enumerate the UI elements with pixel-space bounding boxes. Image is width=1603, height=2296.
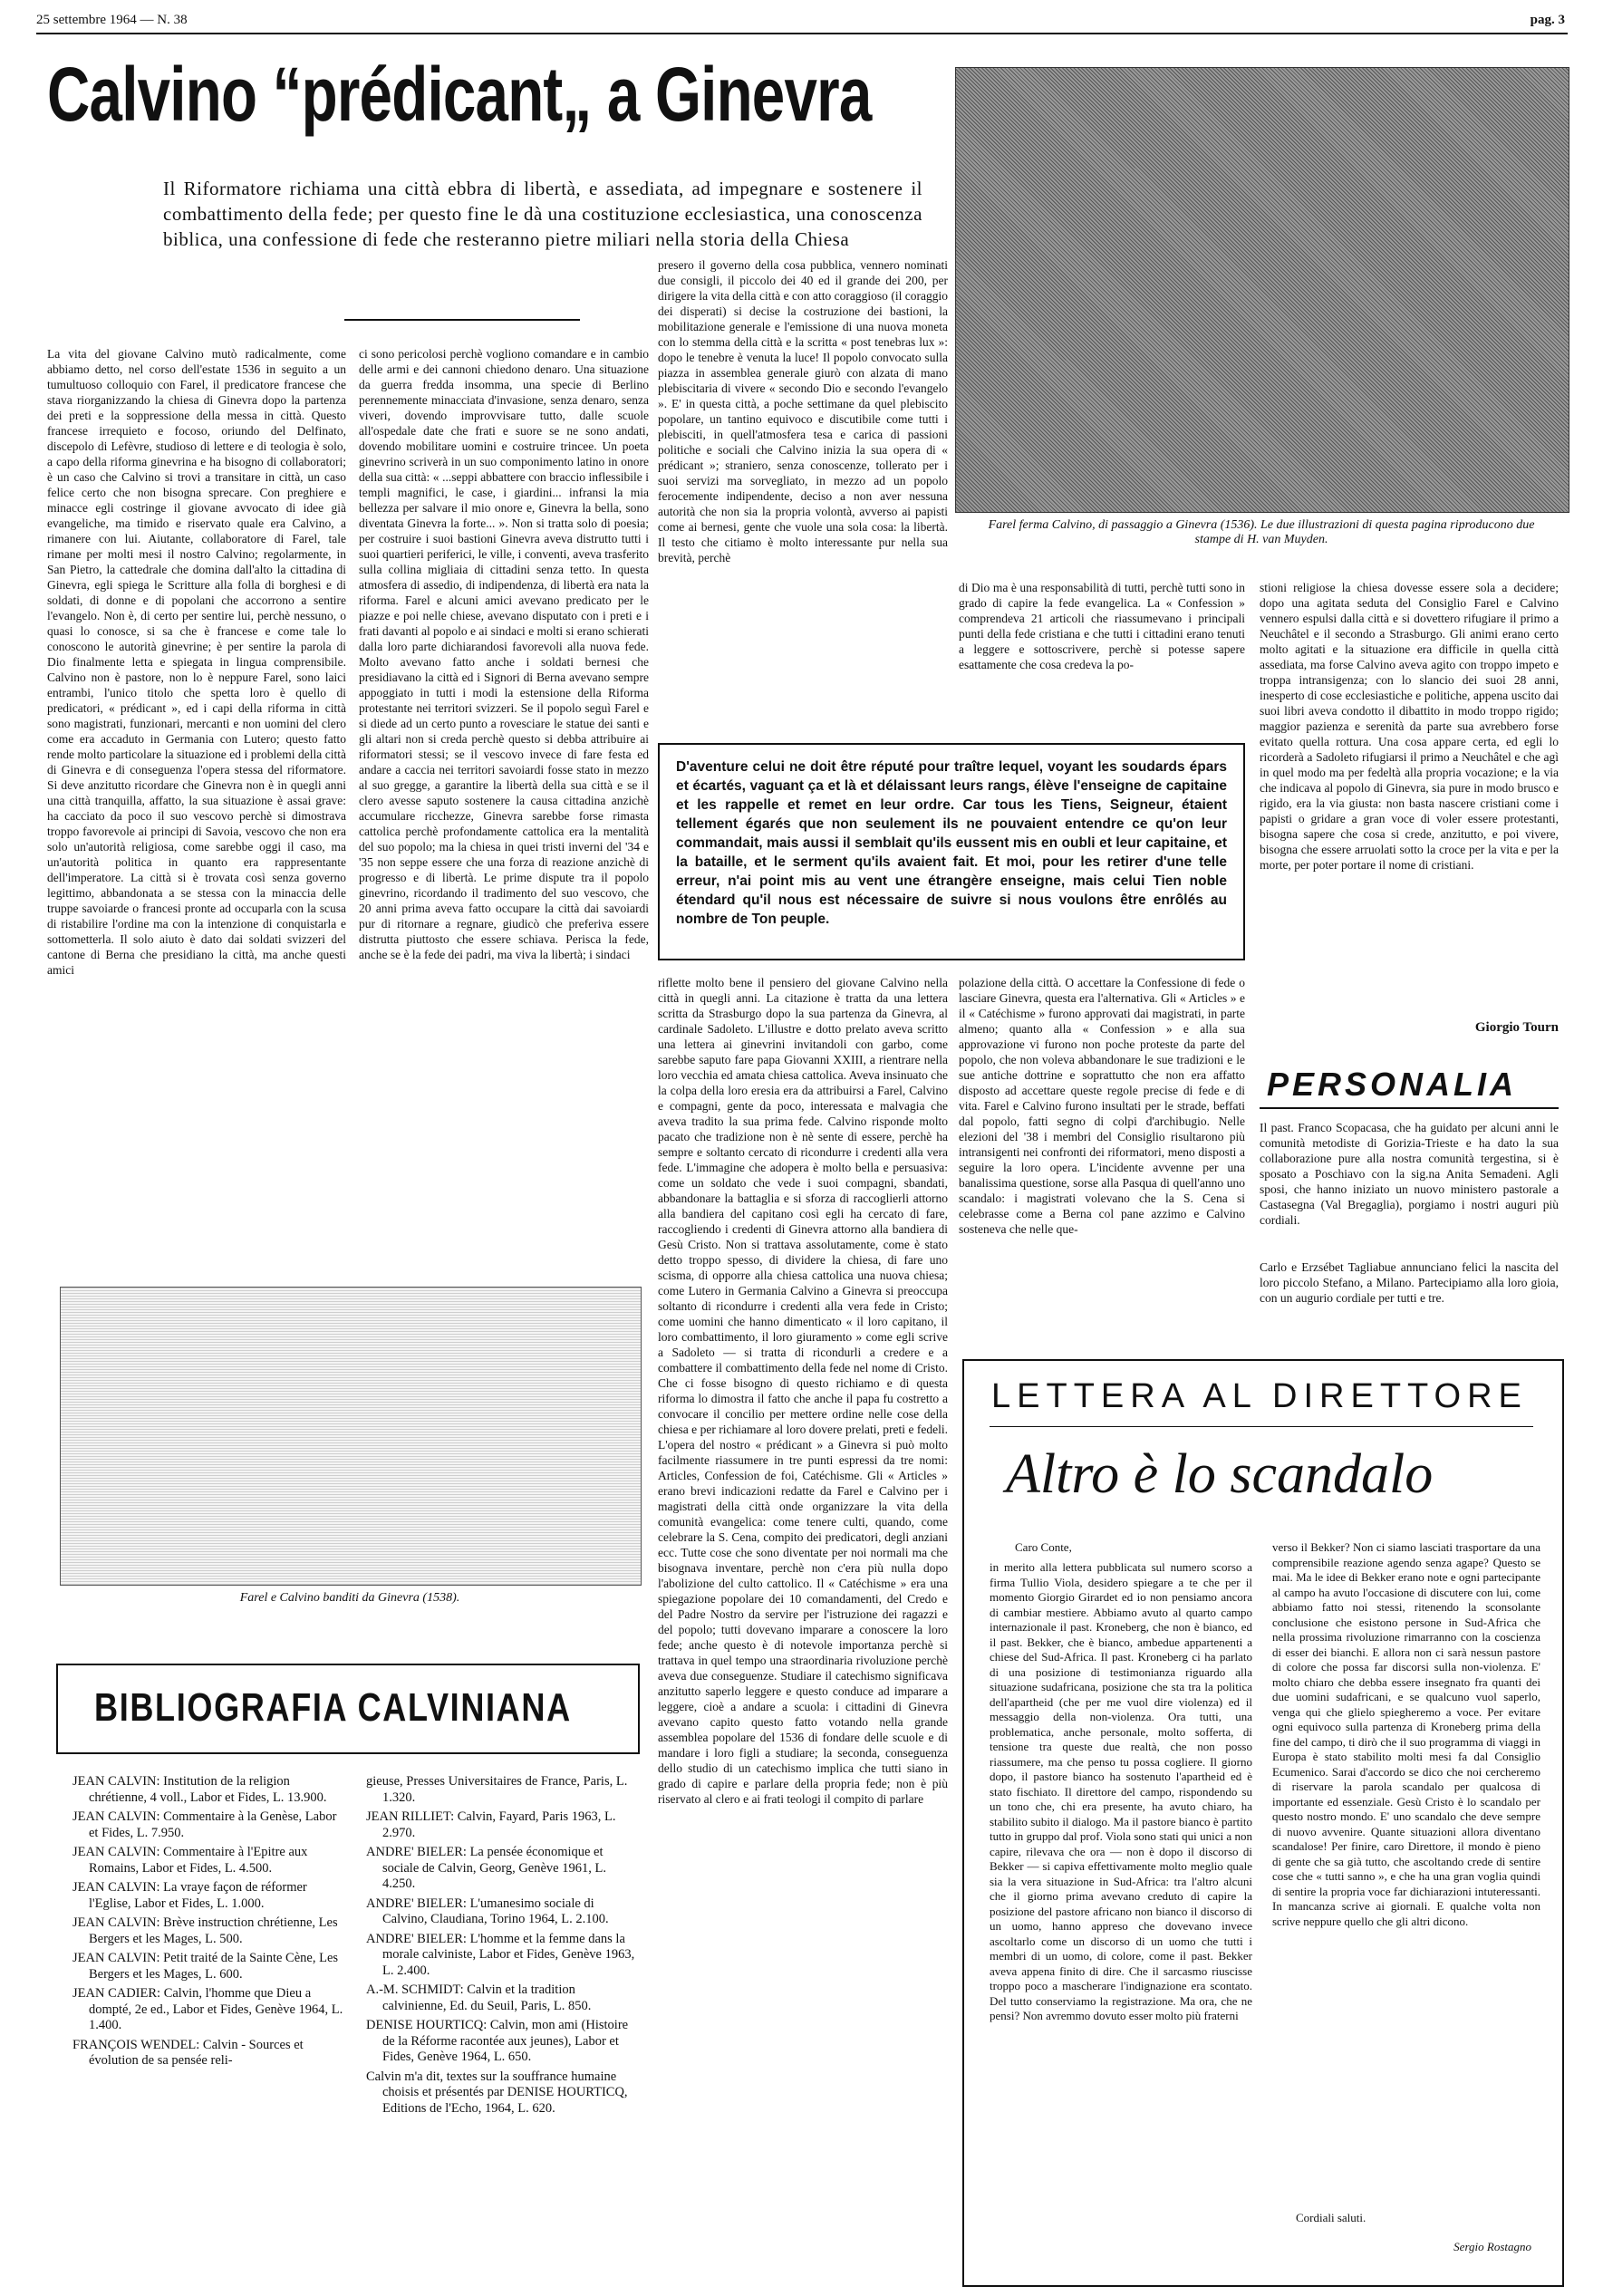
figure1-caption: Farel ferma Calvino, di passaggio a Ginevra (1536). Le due illustrazioni di questa pagina riproducono due stampe di H. van Muyden. [988,518,1535,546]
article-column-3: presero il governo della cosa pubblica, vennero nominati due consigli, il piccolo dei 40 ed il grande dei 200, per dirigere la vita della città e con atto coraggioso (il coraggio dei disperati) si decise la costruzione dei bastioni, la mobilitazione generale e l'emissione di una nuova moneta con lo stemma della città e la scritta « post tenebras lux »: dopo le tenebre è venuta la luce! Il popolo convocato sulla piazza in assemblea generale giurò con alzata di mano plebiscitaria di vivere « secondo Dio e secondo l'evangelo ». E' in questa città, a poche settimane da quel plebiscito popolare, un tantino equivoco e discutibile come tutti i plebisciti, in quell'atmosfera tesa e carica di passioni politiche e sociali che Calvino inizia la sua opera di « prédicant »; straniero, senza conoscenze, tollerato per i suoi servizi ma sorvegliato, in mezzo ad un popolo ferocemente indipendente, deciso a non aver nessuna autorità che non sia la propria volontà, avverso ai papisti come ai bernesi, gente che vuole una sola cosa: la libertà. Il testo che citiamo è molto interessante pur nella sua brevità, perchè [658,258,948,564]
bibliografia-title: BIBLIOGRAFIA CALVINIANA [94,1685,572,1730]
bib-entry: JEAN CALVIN: Commentaire à l'Epitre aux Romains, Labor et Fides, L. 4.500. [72,1845,308,1876]
article-column-4b: polazione della città. O accettare la Confessione di fede o lasciare Ginevra, questa era l'alternativa. Gli « Articles » e il « Catéchisme » furono approvati dai magistrati, in parte almeno; quanto alla « Confession » e alla sua approvazione vi furono non poche proteste da parte del popolo, che non voleva abbandonare le sue tradizioni e le sue antiche dottrine e soprattutto che non era affatto disposto ad accettare queste regole precise di fede e di vita. Farel e Calvino furono insultati per le strade, beffati dal popolo, fatti segno di colpi d'archibugio. Nelle elezioni del '38 i membri del Consiglio risultarono più intransigenti nei confronti dei riformatori, meno disposti a seguire la loro opera. L'incidente avvenne per una banalissima questione, sorse alla Pasqua di quell'anno uno scandalo: i magistrati volevano che la S. Cena si celebrasse come a Berna col pane azzimo e Calvino sosteneva che nelle que- [959,976,1245,1236]
lettera-closing: Cordiali saluti. [1296,2211,1366,2224]
bibliografia-right-list [366,1774,638,2120]
lettera-signature: Sergio Rostagno [1453,2240,1531,2253]
bib-entry: FRANÇOIS WENDEL: Calvin - Sources et évolution de sa pensée reli- [72,2037,304,2068]
sadoleto-quote: D'aventure celui ne doit être réputé pour traître lequel, voyant les soudards épars et écartés, vaguant ça et là et délaissant leurs rangs, élève l'enseigne de capitaine et les rappelle et remet en leur ordre. Car tous les Tiens, Seigneur, étaient tellement égarés que non seulement ils ne pouvaient entendre ce qu'on leur commandait, mais aussi il semblait qu'ils eussent mis en oubli et leur capitaine, et la bataille, et le serment qu'ils avaient fait. Et moi, pour les retirer d'une telle erreur, n'ai point mis au vent une étrangère enseigne, mais celui Tien noble étendard qu'il nous est nécessaire de suivre si nous voulons être enrôlés au nombre de Ton peuple. [676,759,1227,927]
subtitle-divider [344,319,580,321]
bib-entry: gieuse, Presses Universitaires de France, Paris, L. 1.320. [366,1774,628,1805]
personalia-paragraph-1: Il past. Franco Scopacasa, che ha guidato per alcuni anni le comunità metodiste di Gorizia-Trieste e ha dato la sua collaborazione pure alla nostra comunità tergestina, si è sposato a Poschiavo con la sig.na Anita Semadeni. Agli sposi, che hanno iniziato un nuovo ministero pastorale a Castasegna (Val Bregaglia), porgiamo i nostri auguri più cordiali. [1260,1121,1559,1227]
bibliografia-box [56,1664,640,1754]
page-number: pag. 3 [1530,13,1565,27]
figure2-caption: Farel e Calvino banditi da Ginevra (1538). [239,1591,460,1605]
article-column-2: ci sono pericolosi perchè vogliono comandare e in cambio delle armi e dei cannoni chiedono denaro. Una situazione da guerra fredda insomma, una specie di Berlino perennemente minacciata d'invasione, senza denaro, senza viveri, dovendo improvvisare tutto, dalle scuole all'ospedale date che frati e suore se ne sono andati, dovendo mobilitare uomini e costruire trincee. Un poeta ginevrino scriverà in un suo componimento latino in onore della sua città: « ...seppi abbattere con braccio inflessibile i templi magnifici, le case, i giardini... infransi la mia bellezza per salvare il mio onore e, Ginevra la bella, sono diventata Ginevra la forte... ». Non si tratta solo di poesia; per costruire i suoi bastioni Ginevra aveva distrutto tutti i suoi quartieri periferici, le ville, i conventi, aveva trasferito sulla collina migliaia di cittadini senza tetto. In questa atmosfera di assedio, di indipendenza, di libertà era nata la riforma. Farel e alcuni amici avevano predicato per le piazze e poi nelle chiese, avevano disputato con i preti e i frati davanti al popolo e ai sindaci e molti si erano schierati dalla loro parte dichiarandosi favorevoli alla nuova fede. Molto avevano fatto anche i soldati bernesi che presidiavano la città ed i Signori di Berna avevano sempre appoggiato in tutti i modi la estensione della Riforma protestante nei territori svizzeri. Se il popolo seguì Farel e si diede ad un certo punto a rovesciare le statue dei santi e gli altari non si creda perchè questo si debba attribuire ai riformatori stessi; se il vescovo invece di fare festa ed andare a caccia nei territori savoiardi fosse stato in mezzo al suo gregge, a garantire la libertà della sua città e se il clero avesse saputo sostenere la causa cittadina anzichè accumulare ricchezze, Ginevra sarebbe forse rimasta cattolica perchè profondamente cattolica era la mentalità del suo popolo; ma la chiesa in quei tristi inverni del '34 e '35 non seppe essere che una forza di reazione anzichè di progresso e di libertà. Le prime dispute tra il popolo ginevrino, ricordando il tradimento del suo vescovo, che 20 anni prima aveva fatto occupare la città dai savoiardi pur di ritornare a regnare, giudicò che preferiva essere distrutta piuttosto che essere schiava. Perisca la fede, anche se è la fede dei padri, ma viva la libertà; i sindaci [359,347,649,961]
header-rule [36,33,1568,34]
quote-box [658,743,1245,960]
article-column-4: di Dio ma è una responsabilità di tutti, perchè tutti sono in grado di capire la fede evangelica. La « Confession » comprendeva 21 articoli che riassumevano i principali punti della fede cristiana e che tutti i cittadini erano tenuti a leggere e sottoscrivere, perchè si potesse sapere esattamente che cosa credeva la po- [959,581,1245,671]
bib-entry: JEAN CALVIN: Brève instruction chrétienne, Les Bergers et les Mages, L. 500. [72,1915,338,1946]
lettera-heading: LETTERA AL DIRETTORE [991,1377,1528,1415]
bib-entry: JEAN CALVIN: Commentaire à la Genèse, Labor et Fides, L. 7.950. [72,1809,337,1840]
article-column-5: stioni religiose la chiesa dovesse essere sola a decidere; dopo una agitata seduta del Consiglio Farel e Calvino vennero espulsi dalla città e si dovettero rifugiare il primo a Neuchâtel e il secondo a Strasburgo. Gli animi erano certo molto agitati e la situazione era difficile in quella città assediata, ma forse Calvino aveva agito con troppo impeto e troppa intransigenza; con lo slancio dei suoi 28 anni, inesperto di cose ecclesiastiche e politiche, appena uscito dai suoi libri aveva condotto il dibattito in modo troppo rigido; maggior pazienza e serenità da parte sua avrebbero forse evitato quella rottura. Una cosa appare certa, ed egli lo ricorderà a Sadoleto rifugiarsi il primo a Neuchâtel e che agì in quel modo ma per fedeltà alla propria vocazione; e la via che indicava al popolo di Ginevra, sia pure in modo brusco e rigido, era la via giusta: non basta nascere cristiani come i papisti o gridare a gran voce di voler essere protestanti, bisogna sapere che cosa si crede, anzitutto, e poi vivere, bisogna che essere arruolati sotto la croce per la vita e per la morte, per poter portare il nome di cristiani. [1260,581,1559,872]
issue-date: 25 settembre 1964 — N. 38 [36,13,188,27]
personalia-title: PERSONALIA [1267,1066,1518,1103]
bib-entry: JEAN RILLIET: Calvin, Fayard, Paris 1963, L. 2.970. [366,1809,616,1840]
article-column-1: La vita del giovane Calvino mutò radicalmente, come abbiamo detto, nel corso dell'estate 1536 in seguito a un tumultuoso colloquio con Farel, il predicatore francese che stava riorganizzando la chiesa di Ginevra dopo la partenza dei preti e la soppressione della messa in città. Questo francese irrequieto e focoso, oriundo del Delfinato, discepolo di Lefèvre, studioso di lettere e di teologia è solo, a capo della riforma ginevrina e ha bisogno di collaboratori; è un caso che Calvino si trovi a transitare in città, un caso felice certo che non bisogna sprecare. Con preghiere e minacce egli costringe il giovane avvocato di idee già evangeliche, ma timido e riservato quale era Calvino, a rimanere con lui. Aiutante, collaboratore di Farel, tale rimane per molti mesi il nostro Calvino; regolarmente, in San Pietro, la cattedrale che domina dall'alto la cittadina di Ginevra, egli spiega le Scritture alla folla di borghesi e di soldati, di donne e di popolani che accorrono a sentire l'evangelo. Non è, di certo per sentire lui, perchè nessuno, o quasi lo conosce, si sa che è francese e come tale lo conoscono le autorità ginevrine; è per sentire la parola di Dio finalmente letta e spiegata in lingua comprensibile. Calvino non è pastore, non lo è neppure Farel, sono laici entrambi, l'unico titolo che spetta loro è quello di predicatori, « prédicant », ed i capi della riforma in città sono magistrati, funzionari, mercanti e non uomini del clero come era accaduto in Germania con Lutero; questo fatto rende molto particolare la situazione ed i problemi della città di Ginevra e di conseguenza l'opera stessa del riformatore. Si deve anzitutto ricordare che Ginevra non è in quegli anni una città tranquilla, affatto, la sua situazione è assai grave: ha cacciato da poco il suo vescovo perchè si dimostrava troppo favorevole ai principi di Savoia, vescovo che non era solo un'autorità religiosa, come sarebbe oggi il caso, ma un'autorità politica in quanto era rappresentante dell'imperatore. La città si è trovata così senza governo legittimo, abbandonata a se stessa con la minaccia delle truppe savoiarde o francesi pronte ad occuparla con la scusa di ristabilire l'ordine ma con la intenzione di conquistarla e sottometterla. Il solo aiuto è dato dai soldati svizzeri del cantone di Berna che presidiano la città, ma anche questi amici [47,347,346,977]
bib-entry: ANDRE' BIELER: L'umanesimo sociale di Calvino, Claudiana, Torino 1964, L. 2.100. [366,1896,609,1926]
article-signature: Giorgio Tourn [1474,1020,1559,1035]
bib-entry: Calvin m'a dit, textes sur la souffrance humaine choisis et présentés par DENISE HOURTICQ, Editions de l'Echo, 1964, L. 620. [366,2069,628,2116]
bib-entry: A.-M. SCHMIDT: Calvin et la tradition calvinienne, Ed. du Seuil, Paris, L. 850. [366,1982,592,2013]
personalia-paragraph-2: Carlo e Erzsébet Tagliabue annunciano felici la nascita del loro piccolo Stefano, a Milano. Partecipiamo alla loro gioia, con un augurio cordiale per tutti e tre. [1260,1260,1559,1305]
bib-entry: JEAN CALVIN: Petit traité de la Sainte Cène, Les Bergers et les Mages, L. 600. [72,1951,339,1982]
lettera-salutation: Caro Conte, [1015,1540,1072,1554]
bib-entry: ANDRE' BIELER: La pensée économique et sociale de Calvin, Georg, Genève 1961, L. 4.250. [366,1845,606,1891]
lettera-column-1: in merito alla lettera pubblicata sul numero scorso a firma Tullio Viola, desidero spiegare a te che per il momento Giorgio Girardet ed io non pensiamo ancora di cambiar mestiere. Abbiamo avuto al quarto campo internazionale il past. Kroneberg, che non è bianco, ed il past. Bekker, che è bianco, ambedue appartenenti a chiese del Sud-Africa. Il past. Kroneberg ci ha parlato di una posizione di testimonianza riguardo alla situazione sudafricana, posizione che sta tra la politica dell'apartheid (che per me vuol dire violenza) ed il messaggio della non-violenza. Ora tutti, una problematica, anche personale, molto sofferta, di tensione tra queste due realtà, che non posso riassumere, ma che penso tu possa cogliere. Il giorno dopo, il pastore bianco ha sostenuto l'apartheid ed è stato fischiato. Il direttore del campo, rispondendo su un tono che, chi era presente, ha avuto chiaro, ha stabilito subito il dialogo. Ma il pastore bianco è partito tutto in gruppo dal prof. Viola sono stati qui unici a non capire, rilevava che ora — non è dopo il discorso di Bekker — si capiva effettivamente molto meglio quale sia la vera situazione in Sud-Africa: tra l'altro alcuni che il giorno prima avevano creduto di capire la posizione del pastore africano non bianco il discorso di un uomo, hanno appreso che dovevano invece ascoltarlo come un discorso di un uomo che tutti i membri di un uomo, di colore, come il past. Bekker aveva appena finito di dire. Che il sarcasmo riuscisse troppo poco a mascherare l'indignazione era scontato. Del tutto conserviamo la registrazione. Ma ora, che ne pensi? Non avremmo dovuto esser molto più fraterni [990,1560,1252,2022]
bib-entry: ANDRE' BIELER: L'homme et la femme dans la morale calviniste, Labor et Fides, Genève 1963, L. 2.400. [366,1931,635,1978]
bib-entry: DENISE HOURTICQ: Calvin, mon ami (Histoire de la Réforme racontée aux jeunes), Labor et Fides, Genève 1964, L. 650. [366,2018,629,2064]
lettera-title: Altro è lo scandalo [1006,1443,1434,1505]
article-column-3b: riflette molto bene il pensiero del giovane Calvino nella città in quegli anni. La citazione è tratta da una lettera scritta da Strasburgo dopo la sua partenza da Ginevra, al cardinale Sadoleto. L'illustre e dotto prelato aveva scritto una lettera ai ginevrini invitandoli con garbo, come sarebbe saputo fare papa Giovanni XXIII, a rientrare nella loro vecchia ed amata chiesa cattolica. Aveva insinuato che la colpa della loro eresia era da attribuirsi a Farel, Calvino e compagni, gente da poco, interessata e malvagia che aveva tradito la sua prima fede. Calvino risponde molto pacato che tradizione non è nè sente di essere, perchè ha sempre e soltanto cercato di ricondurre i credenti alla vera fede. L'immagine che adopera è molto bella e persuasiva: come un soldato che vede i suoi compagni, sbandati, abbandonare la battaglia e si sforza di raccoglierli attorno alla bandiera del capitano così egli ha cercato di fare, raccogliendo i credenti di Ginevra attorno alla bandiera di Gesù Cristo. Non si trattava assolutamente, come è stato detto troppo spesso, di dividere la chiesa, di fare uno scisma, di opporre alla chiesa cattolica una nuova chiesa; come Lutero in Germania Calvino a Ginevra si preoccupa soltanto di ricondurre i credenti alla vera fede in Cristo; come uomini che hanno dimenticato « il loro capitano, il loro combattimento, il loro giuramento » come egli scrive a Sadoleto — si tratta di ricondurli a credere e a combattere il combattimento della fede nel nome di Cristo. Che ci fosse bisogno di questo richiamo e di questa riforma lo dimostra il fatto che anche il papa fu costretto a convocare il concilio per mettere ordine nelle cose della chiesa e per richiamare al loro dovere prelati, preti e fedeli. L'opera del nostro « prédicant » a Ginevra si può molto facilmente riassumere in tre punti espressi da tre nomi: Articles, Confession de foi, Catéchisme. Gli « Articles » erano brevi indicazioni redatte da Farel e Calvino per i magistrati della città onde organizzare la vita della comunità evangelica: come tenere culti, quando, come celebrare la S. Cena, compito dei predicatori, degli anziani ecc. Tutte cose che sono diventate per noi normali ma che bisognava inventare, perchè non c'era più nulla dopo l'abolizione del culto cattolico. Il « Catéchisme » era una spiegazione popolare dei 10 comandamenti, del Credo e del Padre Nostro da servire per l'istruzione dei ragazzi e del popolo; tutti dovevano imparare a conoscere la loro fede; anche questo è di notevole importanza perchè si trattava in quel tempo una straordinaria rivoluzione perchè aveva due conseguenze. Studiare il catechismo significava anzitutto saperlo leggere e questo conduce ad imparare a leggere, cioè a andare a scuola: i cittadini di Ginevra avevano capito questo fatto votando nella grande assemblea popolare del 1536 di fondare delle scuole e di mandare i loro figli a studiare; la seconda, conseguenza dello studio di un catechismo implica che tutti siano in grado di capire e parlare della propria fede; non è più riservato al clero e ai frati teologi il compito di parlare [658,976,948,1806]
lettera-rule [990,1426,1533,1427]
article-title: Calvino “prédicant„ a Ginevra [47,52,872,137]
engraving-banditi-image [60,1287,642,1586]
bib-entry: JEAN CALVIN: La vraye façon de réformer l'Eglise, Labor et Fides, L. 1.000. [72,1880,307,1911]
article-subtitle: Il Riformatore richiama una città ebbra di libertà, e assediata, ad impegnare e sostenere il combattimento della fede; per questo fine le dà una costituzione ecclesiastica, una conoscenza biblica, una confessione di fede che resteranno pietre miliari nella storia della Chiesa [163,178,922,250]
bibliografia-left-list [72,1774,344,2073]
personalia-rule [1260,1107,1559,1109]
lettera-column-2: verso il Bekker? Non ci siamo lasciati trasportare da una comprensibile reazione agendo senza agape? Questo se mai. Ma le idee di Bekker erano note e ogni partecipante al campo ha avuto l'occasione di discutere con lui, come abbiamo fatto noi stessi, ritenendo la sconsolante conclusione che esistono persone in Sud-Africa che nella prossima rivoluzione rimarranno con la coscienza di esser dei bianchi. E allora non ci sarà nessun pastore di colore che possa far discorsi sulla non-violenza. E' molto chiaro che debba essere insegnato fra quanti dei due uomini sudafricani, e se qualcuno vuol saperlo, venga qui che glielo spiegheremo a voce. Per evitare ogni equivoco sulla partenza di Kroneberg prima della fine del campo, ti dirò che il suo programma di viaggi in Europa è stato stabilito molti mesi fa dal Consiglio Ecumenico. Sarai d'accordo se dico che noi cercheremo di riservare la parola scandalo per qualcosa di importante ed essenziale. Gesù Cristo è lo scandalo per questo nostro mondo. E' uno scandalo che deve sempre di nuovo avvenire. Quante situazioni allora diventano scandalose! Per finire, caro Direttore, il mondo è pieno di gente che sa già tutto, che ascoltando crede di sentire cose che « tutti sanno », e che ha una gran voglia quindi di sentire la propria voce far dichiarazioni intuteressanti. In mancanza scrive ai giornali. E qualche volta non scrive neppure quello che gli altri dicono. [1272,1540,1540,1928]
bib-entry: JEAN CALVIN: Institution de la religion chrétienne, 4 voll., Labor et Fides, L. 13.900. [72,1774,327,1805]
engraving-farel-calvino-image [955,67,1569,513]
bib-entry: JEAN CADIER: Calvin, l'homme que Dieu a dompté, 2e ed., Labor et Fides, Genève 1964, L. 1.400. [72,1986,343,2032]
